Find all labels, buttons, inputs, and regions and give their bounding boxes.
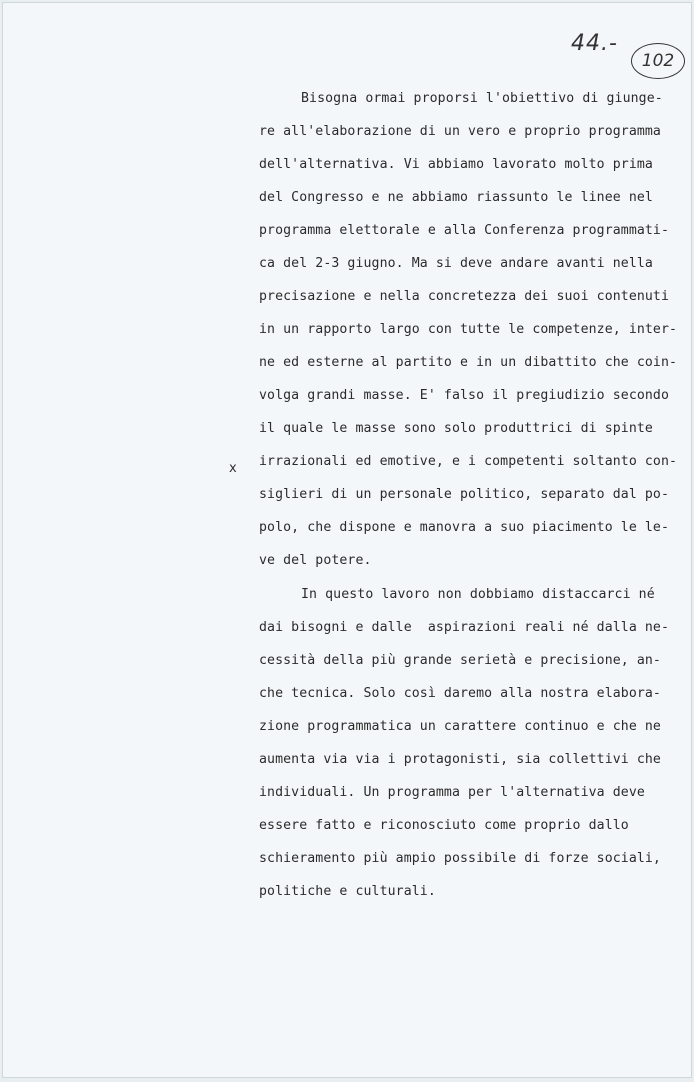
text-line: irrazionali ed emotive, e i competenti soltanto con- [259, 454, 678, 469]
typed-page [2, 2, 692, 1078]
text-line: cessità della più grande serietà e precisione, an- [259, 653, 661, 668]
text-line: aumenta via via i protagonisti, sia collettivi che [259, 752, 661, 767]
text-line: In questo lavoro non dobbiamo distaccarci né [301, 587, 655, 602]
text-line: zione programmatica un carattere continuo e che ne [259, 719, 661, 734]
text-line: il quale le masse sono solo produttrici di spinte [259, 421, 653, 436]
text-line: in un rapporto largo con tutte le competenze, inter- [259, 322, 678, 337]
text-line: individuali. Un programma per l'alternativa deve [259, 785, 645, 800]
text-line: precisazione e nella concretezza dei suoi contenuti [259, 289, 670, 304]
text-line: politiche e culturali. [259, 884, 436, 899]
text-line: ne ed esterne al partito e in un dibattito che coin- [259, 355, 678, 370]
circled-page-number: 102 [631, 43, 685, 79]
text-line: volga grandi masse. E' falso il pregiudizio secondo [259, 388, 670, 403]
text-line: polo, che dispone e manovra a suo piacimento le le- [259, 520, 670, 535]
text-line: ca del 2-3 giugno. Ma si deve andare avanti nella [259, 256, 653, 271]
text-line: che tecnica. Solo così daremo alla nostra elabora- [259, 686, 661, 701]
text-line: essere fatto e riconosciuto come proprio dallo [259, 818, 629, 833]
text-line: schieramento più ampio possibile di forze sociali, [259, 851, 661, 866]
text-line: del Congresso e ne abbiamo riassunto le linee nel [259, 190, 653, 205]
text-line: re all'elaborazione di un vero e proprio programma [259, 124, 661, 139]
margin-mark: x [229, 461, 237, 476]
text-line: ve del potere. [259, 553, 372, 568]
handwritten-folio: 44.- [571, 31, 618, 56]
text-line: dai bisogni e dalle aspirazioni reali né dalla ne- [259, 620, 670, 635]
text-line: siglieri di un personale politico, separato dal po- [259, 487, 670, 502]
text-line: Bisogna ormai proporsi l'obiettivo di giunge- [301, 91, 663, 106]
text-line: dell'alternativa. Vi abbiamo lavorato molto prima [259, 157, 653, 172]
text-line: programma elettorale e alla Conferenza programmati- [259, 223, 670, 238]
